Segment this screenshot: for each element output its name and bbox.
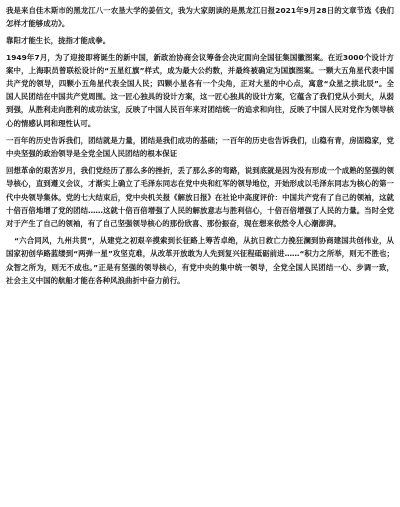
subtitle-paragraph: 靠阳才能生长，拢指才能成拳。	[6, 36, 111, 46]
body-paragraph-4: “六合同风，九州共贯”，从建党之初艰辛摸索到长征路上筹苦卓绝，从抗日救亡力挽狂澜到协商建国共创伟业，从国家初创华路蓝缕到“两弹一星”攻坚克难，从改革开放敢为人先到复兴征程砥砺前进……“积力之所举，则无不胜也；众智之所为，则无不成也。”正是有坚强的领导核心，有党中央的集中统一领导，全党全国人民团结一心、步调一致，社会主义中国的航船才能在各种风浪曲折中奋力前行。	[6, 236, 394, 285]
body-paragraph-2: 一百年的历史告诉我们，团结就是力量，团结是我们成功的基础；一百年的历史也告诉我们，山稳有青，房固稳家，党中央坚强的政治领导是全党全国人民团结的根本保证	[6, 135, 394, 159]
body-paragraph-1: 1949年7月，为了迎接即将诞生的新中国，新政治协商会议筹备会决定面向全国征集国徽图案。在近3000个设计方案中，上海职员曾联松设计的“五星红旗”样式，成为最大公约数，并最终被确定为国旗图案。一颗大五角星代表中国共产党的领导，四颗小五角星代表全国人民；四颗小星各有一个尖角，正对大星的中心点，寓意“众星之拱北辰”。全国人民团结在中国共产党周围。这一匠心独具的设计方案，这一匠心独具的设计方案，它蕴含了我们党从小到大，从弱到强，从胜利走向胜利的成功法宝，反映了中国人民百年来对团结统一的追求和向往，反映了中国人民对党作为领导核心的情感认同和理性认可。	[6, 52, 394, 128]
body-paragraph-3: 回想革命的艰苦岁月，我们党经历了那么多的挫折，丢了那么多的弯路，说到底就是因为没有形成一个成熟的坚强的领导核心，直到遵义会议，才渐实上确立了毛泽东同志在党中央和红军的领导地位，开始形成以毛泽东同志为核心的第一代中央领导集体。党的七大结束后，党中央机关报《解放日报》在社论中高度评价：中国共产党有了自己的领袖，这就十倍百倍地增了党的团结……这就十倍百倍增强了人民的解放意志与胜利信心，十倍百倍增强了人民的力量。当时全党对于产生了自己的领袖，有了自己坚强领导核心的那份欣喜、那份振奋，现在想来依然令人心潮澎湃。	[6, 166, 394, 229]
document-page	[6, 4, 394, 287]
intro-paragraph: 我是来自佳木斯市的黑龙江八一农垦大学的姜佰文，我为大家朗读的是黑龙江日报2021年9月28日的文章节选《我们怎样才能够成功》。	[6, 6, 394, 29]
